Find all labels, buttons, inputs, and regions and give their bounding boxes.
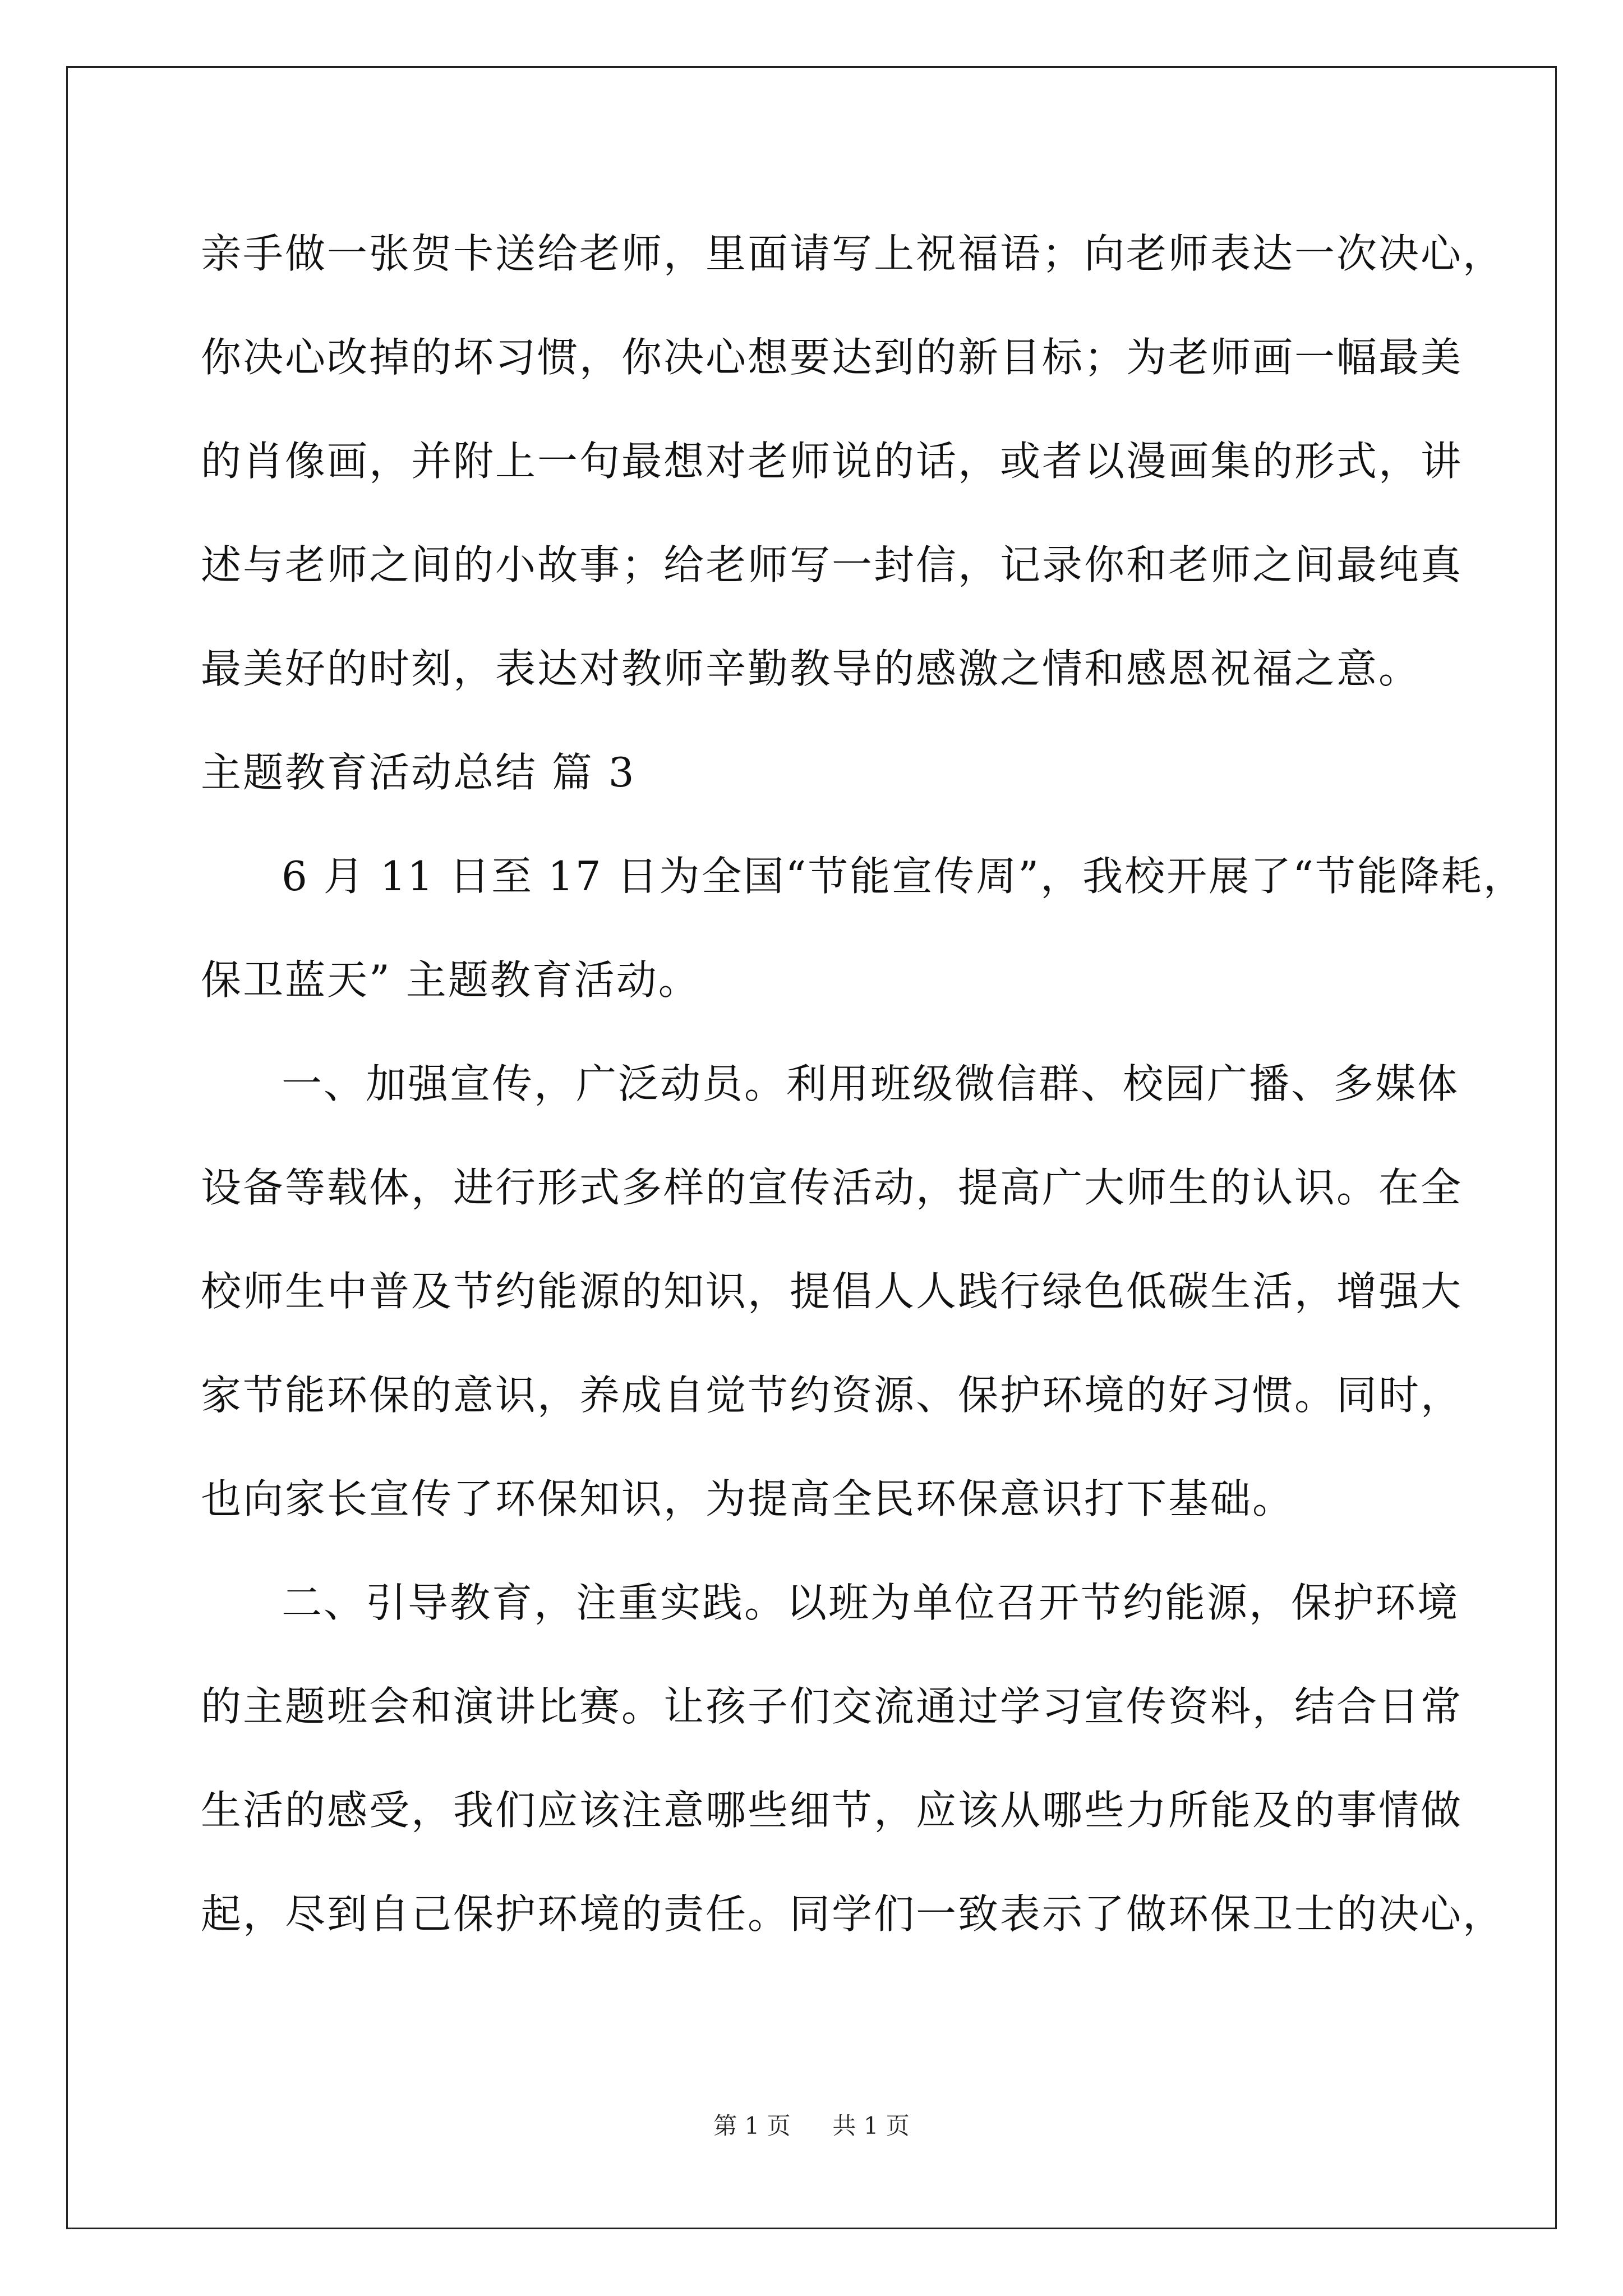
paragraph-line: 保卫蓝天” 主题教育活动。: [201, 956, 700, 1004]
paragraph-line: 设备等载体，进行形式多样的宣传活动，提高广大师生的认识。在全: [201, 1164, 1463, 1211]
paragraph-line: 家节能环保的意识，养成自觉节约资源、保护环境的好习惯。同时，: [201, 1372, 1463, 1419]
paragraph-line: 述与老师之间的小故事；给老师写一封信，记录你和老师之间最纯真: [201, 541, 1463, 588]
page-number: 第 1 页: [713, 2112, 791, 2139]
page-footer: [0, 2109, 1623, 2143]
paragraph-line: 你决心改掉的坏习惯，你决心想要达到的新目标；为老师画一幅最美: [201, 334, 1463, 381]
paragraph-line: 的主题班会和演讲比赛。让孩子们交流通过学习宣传资料，结合日常: [201, 1683, 1463, 1730]
document-body: [201, 202, 1525, 1966]
paragraph-line: 一、加强宣传，广泛动员。利用班级微信群、校园广播、多媒体: [282, 1060, 1460, 1107]
paragraph-line: 校师生中普及节约能源的知识，提倡人人践行绿色低碳生活，增强大: [201, 1268, 1463, 1315]
paragraph-line: 亲手做一张贺卡送给老师，里面请写上祝福语；向老师表达一次决心，: [201, 230, 1505, 277]
paragraph-line: 生活的感受，我们应该注意哪些细节，应该从哪些力所能及的事情做: [201, 1787, 1463, 1834]
paragraph-line: 二、引导教育，注重实践。以班为单位召开节约能源，保护环境: [282, 1579, 1460, 1626]
paragraph-line: 6 月 11 日至 17 日为全国“节能宣传周”，我校开展了“节能降耗，: [282, 853, 1525, 900]
page-total: 共 1 页: [832, 2112, 910, 2139]
paragraph-line: 的肖像画，并附上一句最想对老师说的话，或者以漫画集的形式，讲: [201, 438, 1463, 485]
section-heading: 主题教育活动总结 篇 3: [201, 749, 636, 796]
paragraph-line: 最美好的时刻，表达对教师辛勤教导的感激之情和感恩祝福之意。: [201, 645, 1421, 692]
paragraph-line: 也向家长宣传了环保知识，为提高全民环保意识打下基础。: [201, 1475, 1295, 1522]
paragraph-line: 起，尽到自己保护环境的责任。同学们一致表示了做环保卫士的决心，: [201, 1890, 1505, 1938]
